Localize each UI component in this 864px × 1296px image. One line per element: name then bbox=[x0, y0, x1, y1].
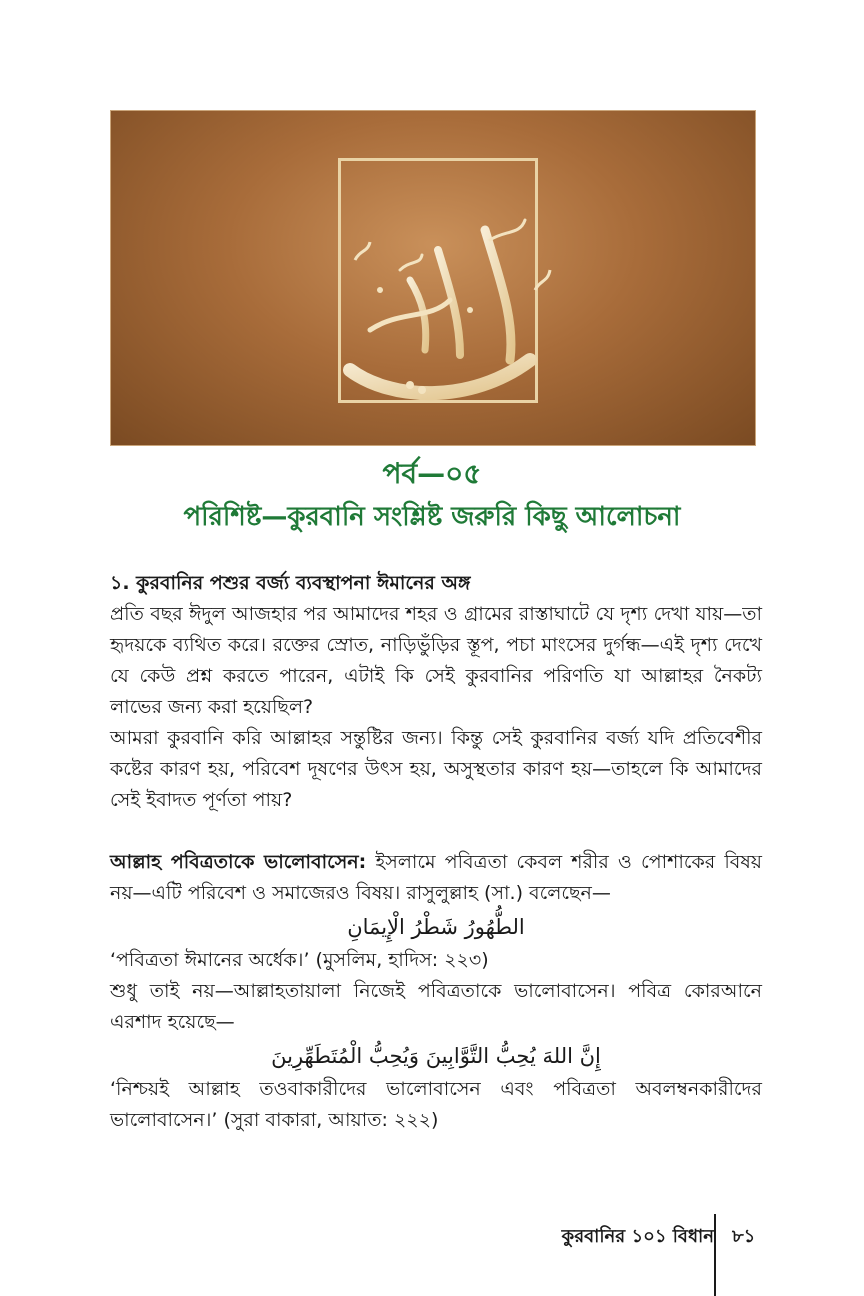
arabic-hadith: الطُّهُورُ شَطْرُ الْإِيمَانِ bbox=[347, 915, 525, 939]
eid-mubarak-calligraphy bbox=[310, 170, 570, 430]
page-body bbox=[110, 568, 762, 1136]
footer-divider bbox=[714, 1214, 716, 1296]
eid-mubarak-banner bbox=[110, 110, 756, 446]
spacer bbox=[110, 816, 762, 847]
chapter-title: পরিশিষ্ট—কুরবানি সংশ্লিষ্ট জরুরি কিছু আলোচনা bbox=[183, 502, 681, 532]
lead-heading: আল্লাহ পবিত্রতাকে ভালোবাসেন: bbox=[110, 851, 367, 873]
arabic-verse: إِنَّ اللهَ يُحِبُّ التَّوَّابِينَ وَيُحِبُّ الْمُتَطَهِّرِينَ bbox=[271, 1044, 601, 1068]
lead-text: ইসলামে পবিত্রতা কেবল শরীর ও পোশাকের বিষয় নয়—এটি পরিবেশ ও সমাজেরও বিষয়। রাসুলুল্লাহ (সা.) বলেছেন— bbox=[110, 851, 762, 904]
chapter-part: পর্ব—০৫ bbox=[382, 457, 482, 490]
section-heading: ১. কুরবানির পশুর বর্জ্য ব্যবস্থাপনা ঈমানের অঙ্গ bbox=[110, 572, 471, 594]
translation: ‘নিশ্চয়ই আল্লাহ তওবাকারীদের ভালোবাসেন এবং পবিত্রতা অবলম্বনকারীদের ভালোবাসেন।’ (সুরা বাকারা, আয়াত: ২২২) bbox=[110, 1078, 762, 1131]
running-footer-title: কুরবানির ১০১ বিধান bbox=[561, 1226, 714, 1247]
paragraph: শুধু তাই নয়—আল্লাহতায়ালা নিজেই পবিত্রতাকে ভালোবাসেন। পবিত্র কোরআনে এরশাদ হয়েছে— bbox=[110, 980, 762, 1033]
paragraph: আমরা কুরবানি করি আল্লাহর সন্তুষ্টির জন্য। কিন্তু সেই কুরবানির বর্জ্য যদি প্রতিবেশীর কষ্টের কারণ হয়, পরিবেশ দূষণের উৎস হয়, অসুস্থতার কারণ হয়—তাহলে কি আমাদের সেই ইবাদত পূর্ণতা পায়? bbox=[110, 727, 762, 811]
page-number: ৮১ bbox=[732, 1226, 756, 1247]
paragraph bbox=[110, 847, 762, 909]
translation: ‘পবিত্রতা ঈমানের অর্ধেক।’ (মুসলিম, হাদিস: ২২৩) bbox=[110, 949, 489, 971]
paragraph: প্রতি বছর ঈদুল আজহার পর আমাদের শহর ও গ্রামের রাস্তাঘাটে যে দৃশ্য দেখা যায়—তা হৃদয়কে ব্যথিত করে। রক্তের স্রোত, নাড়িভুঁড়ির স্তূপ, পচা মাংসের দুর্গন্ধ—এই দৃশ্য দেখে যে কেউ প্রশ্ন করতে পারেন, এটাই কি সেই কুরবানির পরিণতি যা আল্লাহর নৈকট্য লাভের জন্য করা হয়েছিল? bbox=[110, 603, 763, 718]
